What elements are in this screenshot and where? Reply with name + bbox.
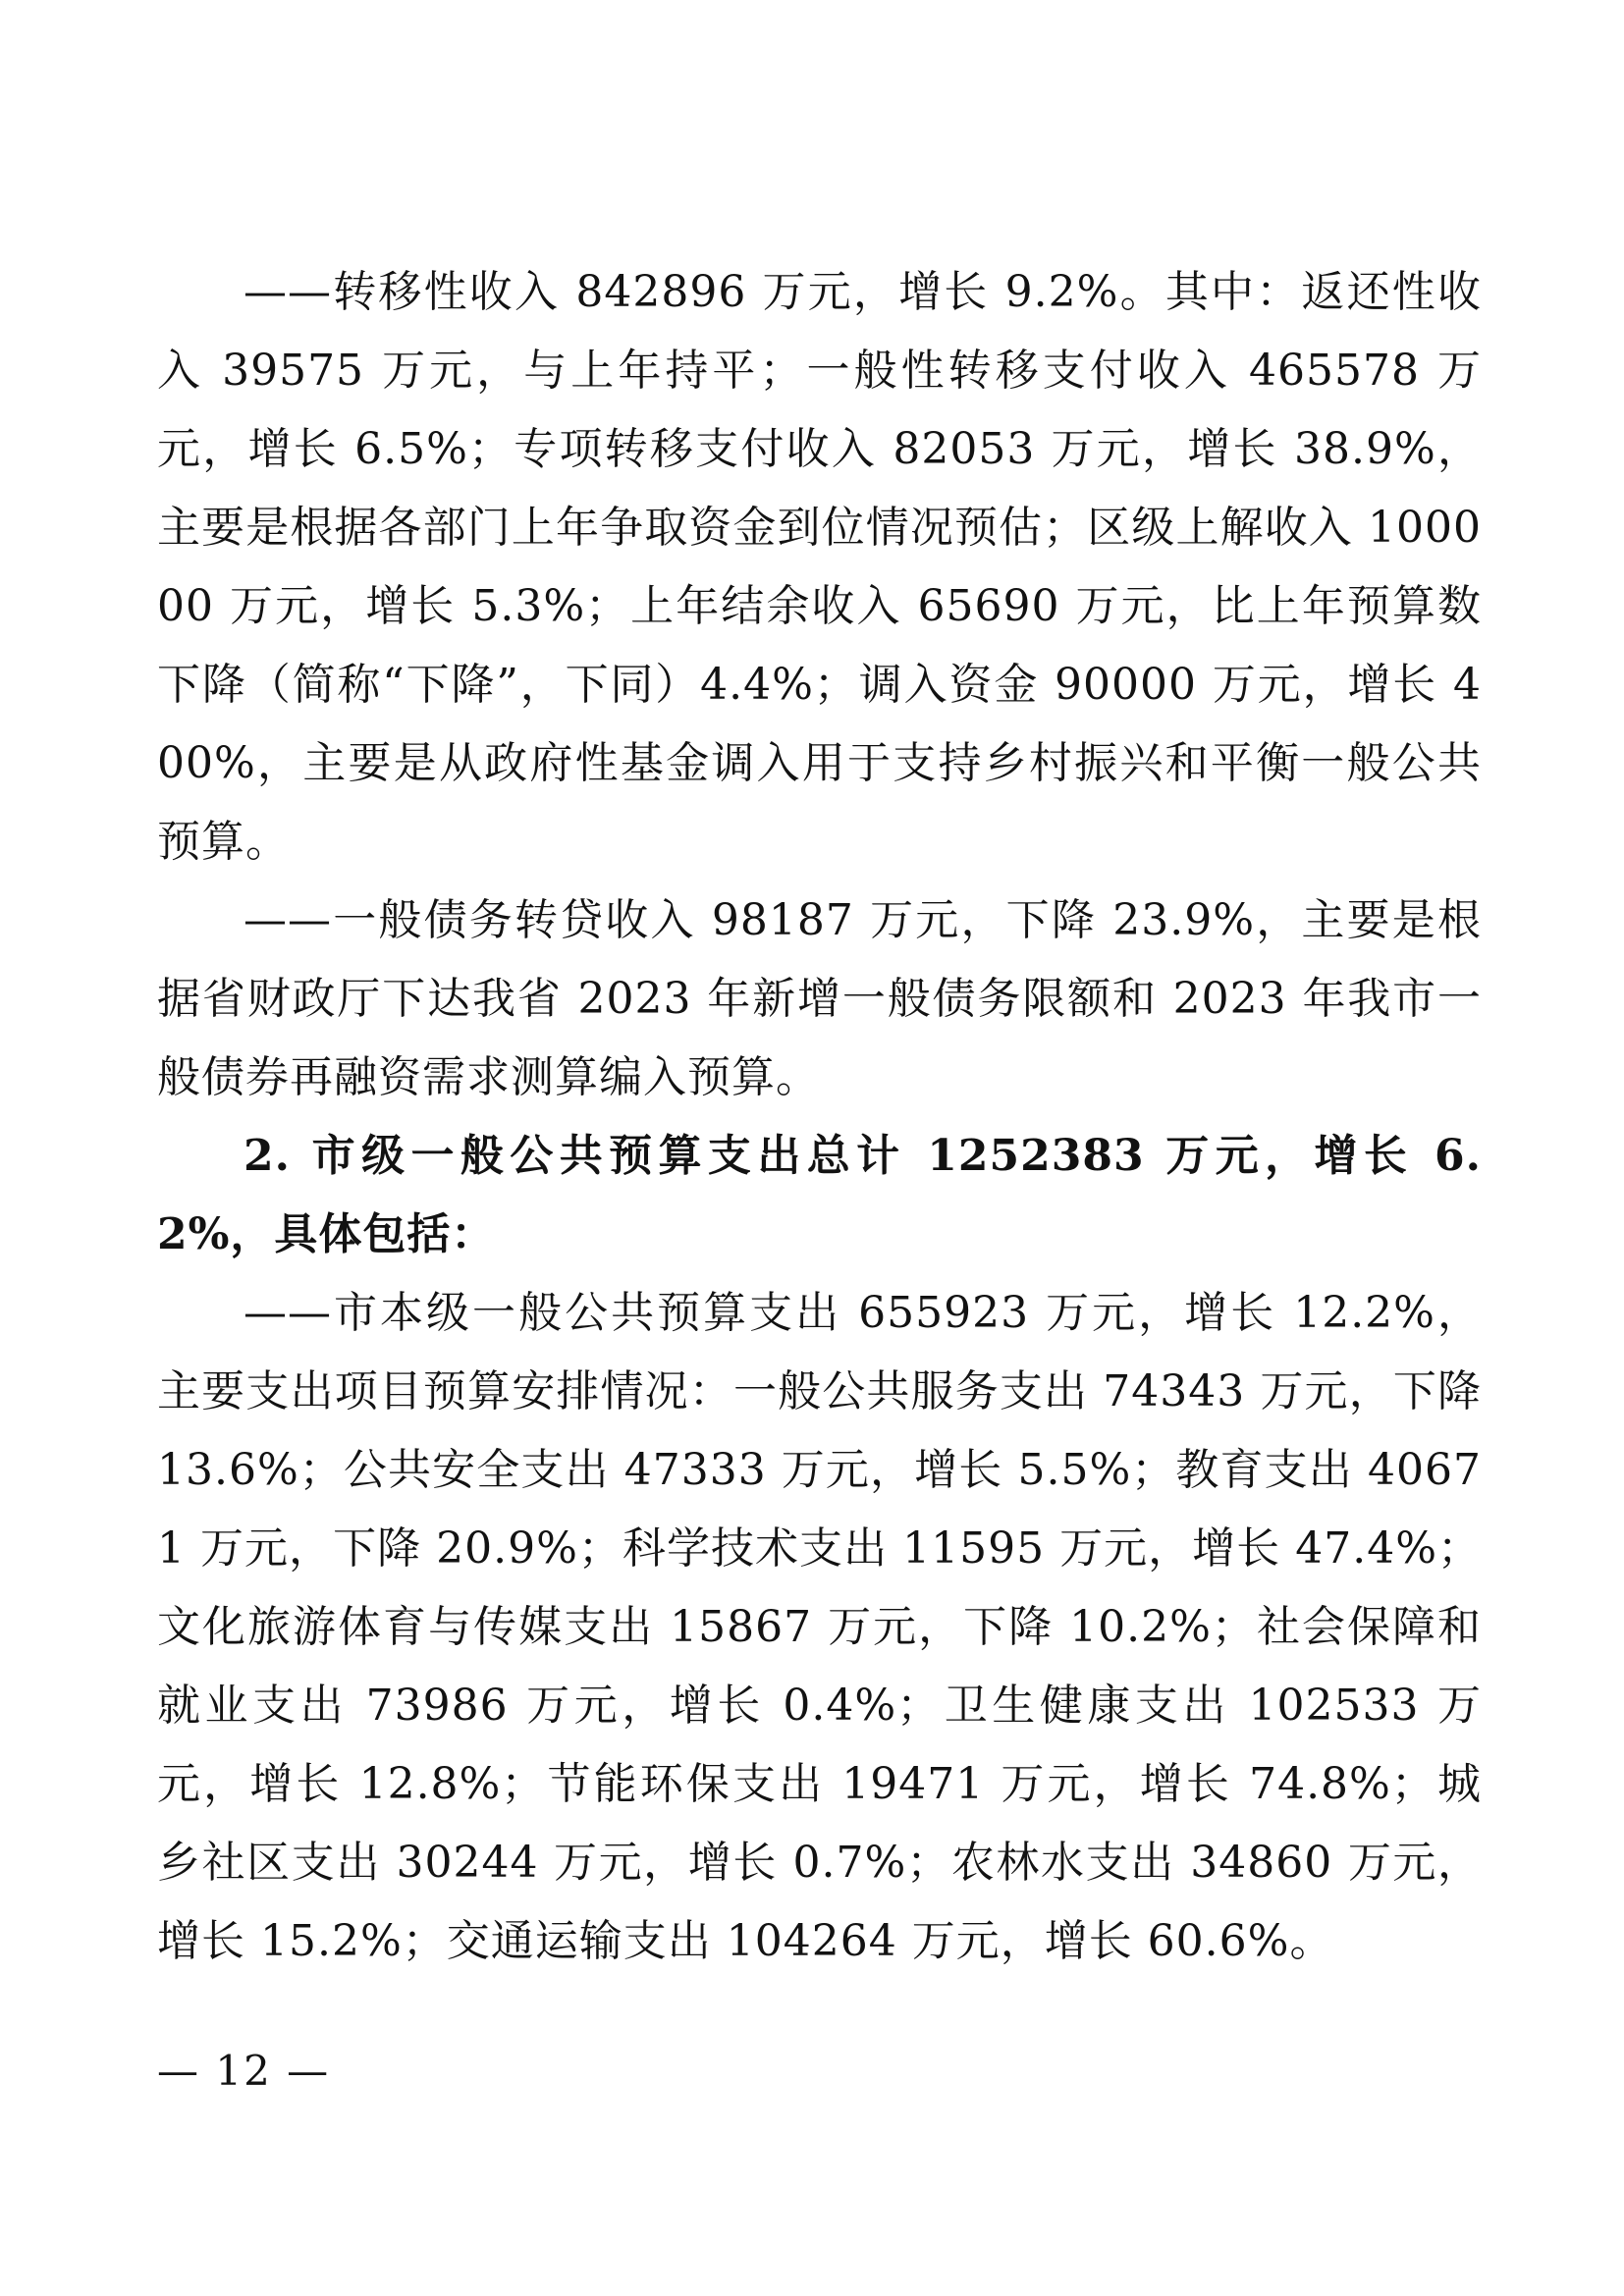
document-body <box>157 253 1482 1981</box>
paragraph-debt-transfer-income: ——一般债务转贷收入 98187 万元，下降 23.9%，主要是根据省财政厅下达我省 2023 年新增一般债务限额和 2023 年我市一般债券再融资需求测算编入预算。 <box>157 895 1482 1102</box>
paragraph-transfer-income: ——转移性收入 842896 万元，增长 9.2%。其中：返还性收入 39575 万元，与上年持平；一般性转移支付收入 465578 万元，增长 6.5%；专项转移支付收入 82053 万元，增长 38.9%，主要是根据各部门上年争取资金到位情况预估；区级上解收入 100000 万元，增长 5.3%；上年结余收入 65690 万元，比上年预算数下降（简称“下降”，下同）4.4%；调入资金 90000 万元，增长 400%，主要是从政府性基金调入用于支持乡村振兴和平衡一般公共预算。 <box>157 267 1482 867</box>
section-heading-expenditure-total: 2. 市级一般公共预算支出总计 1252383 万元，增长 6.2%，具体包括： <box>157 1131 1482 1259</box>
paragraph-city-level-expenditure: ——市本级一般公共预算支出 655923 万元，增长 12.2%，主要支出项目预算安排情况：一般公共服务支出 74343 万元，下降 13.6%；公共安全支出 47333 万元，增长 5.5%；教育支出 40671 万元，下降 20.9%；科学技术支出 11595 万元，增长 47.4%；文化旅游体育与传媒支出 15867 万元，下降 10.2%；社会保障和就业支出 73986 万元，增长 0.4%；卫生健康支出 102533 万元，增长 12.8%；节能环保支出 19471 万元，增长 74.8%；城乡社区支出 30244 万元，增长 0.7%；农林水支出 34860 万元，增长 15.2%；交通运输支出 104264 万元，增长 60.6%。 <box>157 1288 1482 1966</box>
page-number: — 12 — <box>157 2047 331 2095</box>
